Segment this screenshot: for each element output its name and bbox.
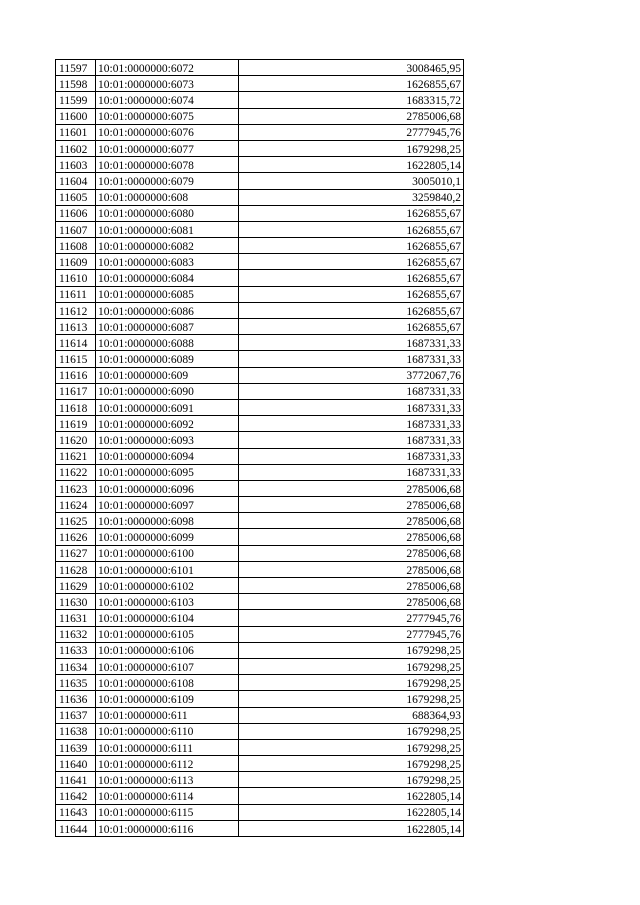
row-number-cell: 11622	[56, 464, 96, 480]
table-row	[56, 302, 464, 318]
cadastral-number-cell: 10:01:0000000:6081	[96, 221, 239, 237]
table-row	[56, 723, 464, 739]
table-row	[56, 92, 464, 108]
table-row	[56, 497, 464, 513]
data-table	[55, 59, 464, 837]
table-row	[56, 270, 464, 286]
value-cell: 1679298,25	[239, 658, 464, 674]
cadastral-number-cell: 10:01:0000000:6109	[96, 691, 239, 707]
cadastral-number-cell: 10:01:0000000:6116	[96, 820, 239, 836]
table-body	[56, 60, 464, 837]
table-row	[56, 480, 464, 496]
table-row	[56, 319, 464, 335]
table-row	[56, 189, 464, 205]
cadastral-number-cell: 10:01:0000000:6083	[96, 254, 239, 270]
row-number-cell: 11612	[56, 302, 96, 318]
value-cell: 2785006,68	[239, 108, 464, 124]
value-cell: 2785006,68	[239, 545, 464, 561]
cadastral-number-cell: 10:01:0000000:6075	[96, 108, 239, 124]
cadastral-number-cell: 10:01:0000000:6078	[96, 157, 239, 173]
cadastral-number-cell: 10:01:0000000:608	[96, 189, 239, 205]
row-number-cell: 11603	[56, 157, 96, 173]
table-row	[56, 108, 464, 124]
value-cell: 1679298,25	[239, 756, 464, 772]
row-number-cell: 11609	[56, 254, 96, 270]
table-row	[56, 60, 464, 76]
table-row	[56, 545, 464, 561]
row-number-cell: 11637	[56, 707, 96, 723]
row-number-cell: 11625	[56, 513, 96, 529]
cadastral-number-cell: 10:01:0000000:6098	[96, 513, 239, 529]
cadastral-number-cell: 10:01:0000000:6091	[96, 399, 239, 415]
row-number-cell: 11618	[56, 399, 96, 415]
value-cell: 2785006,68	[239, 497, 464, 513]
cadastral-number-cell: 10:01:0000000:6085	[96, 286, 239, 302]
value-cell: 2777945,76	[239, 124, 464, 140]
value-cell: 1679298,25	[239, 739, 464, 755]
cadastral-number-cell: 10:01:0000000:6077	[96, 140, 239, 156]
cadastral-number-cell: 10:01:0000000:6105	[96, 626, 239, 642]
table-row	[56, 756, 464, 772]
cadastral-number-cell: 10:01:0000000:6079	[96, 173, 239, 189]
cadastral-number-cell: 10:01:0000000:6087	[96, 319, 239, 335]
table-row	[56, 367, 464, 383]
cadastral-number-cell: 10:01:0000000:6080	[96, 205, 239, 221]
row-number-cell: 11611	[56, 286, 96, 302]
row-number-cell: 11614	[56, 335, 96, 351]
value-cell: 3008465,95	[239, 60, 464, 76]
value-cell: 2777945,76	[239, 610, 464, 626]
cadastral-number-cell: 10:01:0000000:6102	[96, 578, 239, 594]
row-number-cell: 11599	[56, 92, 96, 108]
row-number-cell: 11619	[56, 416, 96, 432]
row-number-cell: 11605	[56, 189, 96, 205]
table-row	[56, 238, 464, 254]
value-cell: 2785006,68	[239, 594, 464, 610]
cadastral-number-cell: 10:01:0000000:6074	[96, 92, 239, 108]
cadastral-number-cell: 10:01:0000000:611	[96, 707, 239, 723]
cadastral-number-cell: 10:01:0000000:6089	[96, 351, 239, 367]
row-number-cell: 11623	[56, 480, 96, 496]
table-row	[56, 642, 464, 658]
row-number-cell: 11621	[56, 448, 96, 464]
table-row	[56, 432, 464, 448]
table-row	[56, 561, 464, 577]
table-row	[56, 140, 464, 156]
table-row	[56, 351, 464, 367]
cadastral-number-cell: 10:01:0000000:6076	[96, 124, 239, 140]
value-cell: 1626855,67	[239, 286, 464, 302]
row-number-cell: 11640	[56, 756, 96, 772]
value-cell: 1626855,67	[239, 238, 464, 254]
value-cell: 1683315,72	[239, 92, 464, 108]
row-number-cell: 11608	[56, 238, 96, 254]
cadastral-number-cell: 10:01:0000000:6107	[96, 658, 239, 674]
row-number-cell: 11602	[56, 140, 96, 156]
value-cell: 1626855,67	[239, 319, 464, 335]
value-cell: 1687331,33	[239, 351, 464, 367]
table-row	[56, 399, 464, 415]
cadastral-number-cell: 10:01:0000000:609	[96, 367, 239, 383]
table-row	[56, 416, 464, 432]
value-cell: 1626855,67	[239, 254, 464, 270]
table-row	[56, 675, 464, 691]
row-number-cell: 11627	[56, 545, 96, 561]
table-row	[56, 157, 464, 173]
value-cell: 1679298,25	[239, 691, 464, 707]
row-number-cell: 11643	[56, 804, 96, 820]
table-row	[56, 739, 464, 755]
cadastral-number-cell: 10:01:0000000:6088	[96, 335, 239, 351]
cadastral-number-cell: 10:01:0000000:6114	[96, 788, 239, 804]
value-cell: 1626855,67	[239, 76, 464, 92]
cadastral-number-cell: 10:01:0000000:6111	[96, 739, 239, 755]
table-row	[56, 76, 464, 92]
value-cell: 1679298,25	[239, 675, 464, 691]
row-number-cell: 11636	[56, 691, 96, 707]
value-cell: 2785006,68	[239, 561, 464, 577]
table-row	[56, 173, 464, 189]
cadastral-number-cell: 10:01:0000000:6104	[96, 610, 239, 626]
cadastral-number-cell: 10:01:0000000:6090	[96, 383, 239, 399]
value-cell: 1687331,33	[239, 448, 464, 464]
table-row	[56, 254, 464, 270]
value-cell: 1687331,33	[239, 335, 464, 351]
value-cell: 688364,93	[239, 707, 464, 723]
row-number-cell: 11604	[56, 173, 96, 189]
value-cell: 1622805,14	[239, 157, 464, 173]
row-number-cell: 11638	[56, 723, 96, 739]
table-row	[56, 448, 464, 464]
cadastral-number-cell: 10:01:0000000:6108	[96, 675, 239, 691]
cadastral-number-cell: 10:01:0000000:6101	[96, 561, 239, 577]
table-row	[56, 513, 464, 529]
cadastral-number-cell: 10:01:0000000:6112	[96, 756, 239, 772]
row-number-cell: 11639	[56, 739, 96, 755]
row-number-cell: 11629	[56, 578, 96, 594]
value-cell: 1626855,67	[239, 270, 464, 286]
row-number-cell: 11598	[56, 76, 96, 92]
cadastral-number-cell: 10:01:0000000:6082	[96, 238, 239, 254]
table-row	[56, 464, 464, 480]
cadastral-number-cell: 10:01:0000000:6115	[96, 804, 239, 820]
value-cell: 1679298,25	[239, 642, 464, 658]
table-row	[56, 707, 464, 723]
row-number-cell: 11616	[56, 367, 96, 383]
value-cell: 2785006,68	[239, 578, 464, 594]
table-row	[56, 286, 464, 302]
cadastral-number-cell: 10:01:0000000:6103	[96, 594, 239, 610]
table-row	[56, 804, 464, 820]
value-cell: 1687331,33	[239, 464, 464, 480]
row-number-cell: 11635	[56, 675, 96, 691]
table-row	[56, 335, 464, 351]
table-row	[56, 124, 464, 140]
value-cell: 1679298,25	[239, 772, 464, 788]
table-row	[56, 383, 464, 399]
value-cell: 1626855,67	[239, 302, 464, 318]
cadastral-number-cell: 10:01:0000000:6092	[96, 416, 239, 432]
row-number-cell: 11632	[56, 626, 96, 642]
value-cell: 1622805,14	[239, 804, 464, 820]
table-row	[56, 610, 464, 626]
value-cell: 3259840,2	[239, 189, 464, 205]
row-number-cell: 11617	[56, 383, 96, 399]
value-cell: 1687331,33	[239, 416, 464, 432]
value-cell: 1622805,14	[239, 788, 464, 804]
cadastral-number-cell: 10:01:0000000:6100	[96, 545, 239, 561]
value-cell: 1622805,14	[239, 820, 464, 836]
cadastral-number-cell: 10:01:0000000:6097	[96, 497, 239, 513]
row-number-cell: 11615	[56, 351, 96, 367]
row-number-cell: 11613	[56, 319, 96, 335]
cadastral-number-cell: 10:01:0000000:6095	[96, 464, 239, 480]
value-cell: 3772067,76	[239, 367, 464, 383]
row-number-cell: 11634	[56, 658, 96, 674]
value-cell: 1679298,25	[239, 140, 464, 156]
row-number-cell: 11607	[56, 221, 96, 237]
value-cell: 3005010,1	[239, 173, 464, 189]
value-cell: 2785006,68	[239, 529, 464, 545]
table-row	[56, 578, 464, 594]
row-number-cell: 11626	[56, 529, 96, 545]
row-number-cell: 11600	[56, 108, 96, 124]
value-cell: 1679298,25	[239, 723, 464, 739]
table-row	[56, 691, 464, 707]
row-number-cell: 11644	[56, 820, 96, 836]
table-row	[56, 529, 464, 545]
value-cell: 1687331,33	[239, 432, 464, 448]
cadastral-number-cell: 10:01:0000000:6094	[96, 448, 239, 464]
row-number-cell: 11631	[56, 610, 96, 626]
cadastral-number-cell: 10:01:0000000:6086	[96, 302, 239, 318]
row-number-cell: 11601	[56, 124, 96, 140]
cadastral-number-cell: 10:01:0000000:6106	[96, 642, 239, 658]
table-row	[56, 626, 464, 642]
table-row	[56, 772, 464, 788]
cadastral-number-cell: 10:01:0000000:6096	[96, 480, 239, 496]
table-row	[56, 205, 464, 221]
row-number-cell: 11630	[56, 594, 96, 610]
row-number-cell: 11606	[56, 205, 96, 221]
row-number-cell: 11610	[56, 270, 96, 286]
table-row	[56, 594, 464, 610]
cadastral-number-cell: 10:01:0000000:6110	[96, 723, 239, 739]
value-cell: 1626855,67	[239, 221, 464, 237]
table-row	[56, 658, 464, 674]
value-cell: 1687331,33	[239, 383, 464, 399]
value-cell: 2785006,68	[239, 513, 464, 529]
value-cell: 1626855,67	[239, 205, 464, 221]
table-row	[56, 221, 464, 237]
row-number-cell: 11628	[56, 561, 96, 577]
row-number-cell: 11642	[56, 788, 96, 804]
row-number-cell: 11624	[56, 497, 96, 513]
value-cell: 2785006,68	[239, 480, 464, 496]
table-row	[56, 820, 464, 836]
row-number-cell: 11620	[56, 432, 96, 448]
table-row	[56, 788, 464, 804]
cadastral-number-cell: 10:01:0000000:6073	[96, 76, 239, 92]
cadastral-number-cell: 10:01:0000000:6093	[96, 432, 239, 448]
row-number-cell: 11641	[56, 772, 96, 788]
value-cell: 2777945,76	[239, 626, 464, 642]
value-cell: 1687331,33	[239, 399, 464, 415]
row-number-cell: 11597	[56, 60, 96, 76]
row-number-cell: 11633	[56, 642, 96, 658]
cadastral-number-cell: 10:01:0000000:6099	[96, 529, 239, 545]
cadastral-number-cell: 10:01:0000000:6113	[96, 772, 239, 788]
cadastral-number-cell: 10:01:0000000:6084	[96, 270, 239, 286]
cadastral-number-cell: 10:01:0000000:6072	[96, 60, 239, 76]
